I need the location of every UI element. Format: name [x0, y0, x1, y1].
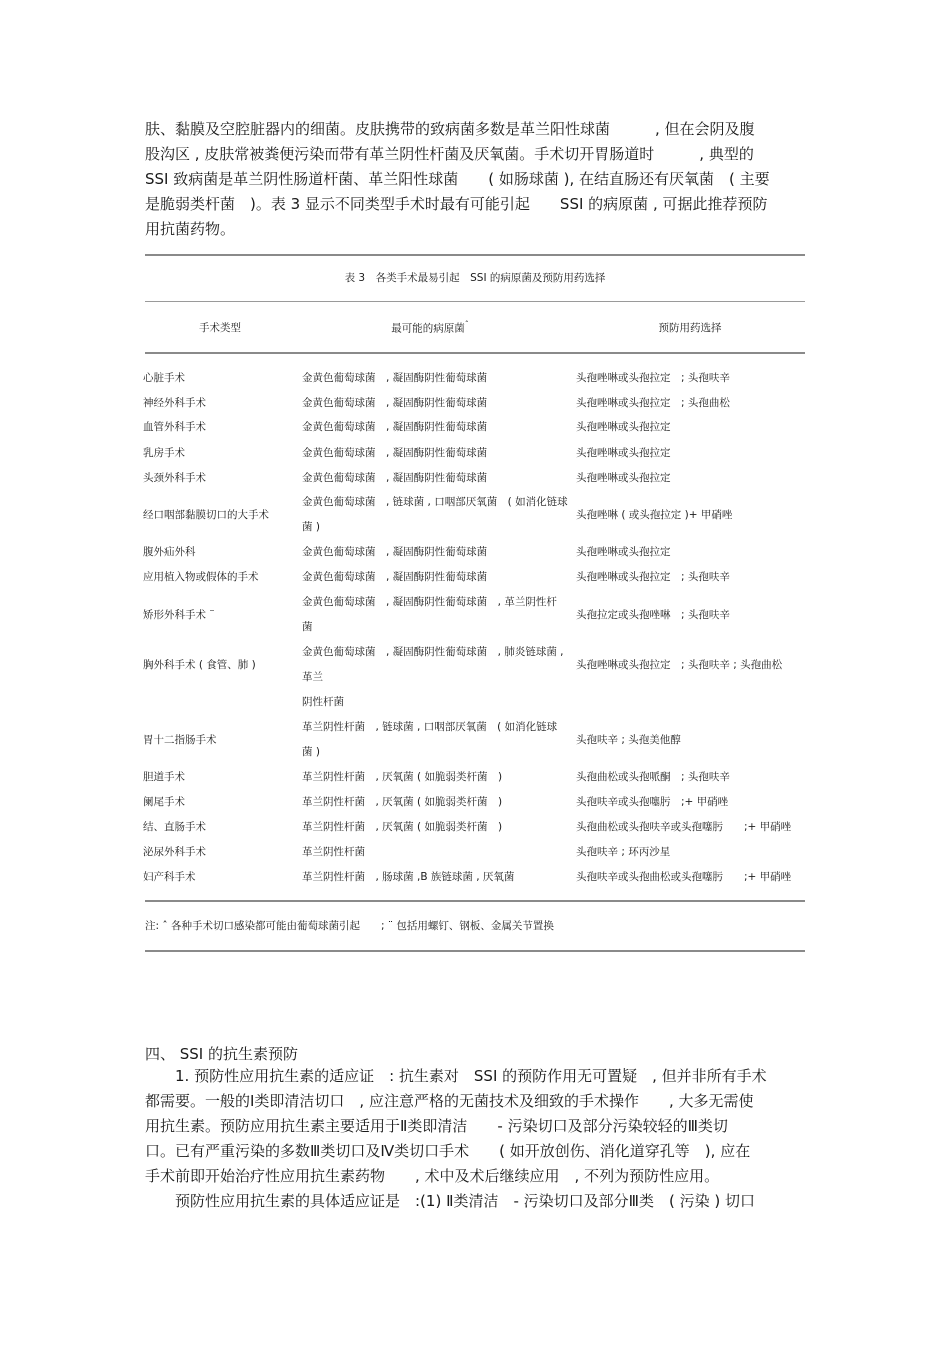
surgery-type-cell: 心脏手术 — [143, 372, 185, 384]
prophylaxis-cell: 头孢唑啉或头孢拉定 — [576, 546, 671, 558]
surgery-type-cell: 头颈外科手术 — [143, 472, 206, 484]
header-rule — [145, 352, 805, 354]
prophylaxis-cell: 头孢呋辛 ; 头孢美他醇 — [576, 734, 681, 746]
surgery-type-cell: 泌尿外科手术 — [143, 846, 206, 858]
pathogen-cell-continued: 革兰 — [302, 671, 323, 683]
body-paragraph — [145, 1064, 813, 1214]
surgery-type-cell: 神经外科手术 — [143, 397, 206, 409]
column-header-pathogen — [300, 320, 560, 336]
text-line: 口。已有严重污染的多数Ⅲ类切口及Ⅳ类切口手术 ( 如开放创伤、消化道穿孔等 ), 应在 — [145, 1142, 751, 1160]
pathogen-cell-continued: 阴性杆菌 — [302, 696, 344, 708]
column-header-surgery-type: 手术类型 — [199, 322, 241, 334]
pathogen-cell: 金黄色葡萄球菌 , 凝固酶阴性葡萄球菌 — [302, 421, 488, 433]
prophylaxis-cell: 头孢唑啉或头孢拉定 — [576, 421, 671, 433]
surgery-type-cell: 血管外科手术 — [143, 421, 206, 433]
text-line: 1. 预防性应用抗生素的适应证 : 抗生素对 SSI 的预防作用无可置疑 , 但并非所有手术 — [145, 1067, 767, 1085]
surgery-type-cell: 乳房手术 — [143, 447, 185, 459]
column-header-prophylaxis: 预防用药选择 — [658, 322, 722, 334]
header-label: 最可能的病原菌 — [391, 322, 465, 335]
prophylaxis-cell: 头孢呋辛或头孢噻肟 ;+ 甲硝唑 — [576, 796, 729, 808]
prophylaxis-cell: 头孢曲松或头孢哌酮 ; 头孢呋辛 — [576, 771, 730, 783]
intro-paragraph — [145, 117, 813, 242]
section-heading: 四、 SSI 的抗生素预防 — [145, 1045, 299, 1063]
pathogen-cell: 金黄色葡萄球菌 , 凝固酶阴性葡萄球菌 , 革兰阴性杆 — [302, 596, 557, 608]
text-line: 是脆弱类杆菌 )。表 3 显示不同类型手术时最有可能引起 SSI 的病原菌 , 可据此推荐预防 — [145, 195, 768, 213]
text-line: 手术前即开始治疗性应用抗生素药物 , 术中及术后继续应用 , 不列为预防性应用。 — [145, 1167, 720, 1185]
pathogen-cell: 革兰阴性杆菌 , 肠球菌 ,B 族链球菌 , 厌氧菌 — [302, 871, 515, 883]
surgery-type-cell: 胆道手术 — [143, 771, 185, 783]
caption-rule — [145, 301, 805, 302]
pathogen-cell: 金黄色葡萄球菌 , 链球菌 , 口咽部厌氧菌 ( 如消化链球 — [302, 496, 568, 508]
surgery-type-cell: 腹外疝外科 — [143, 546, 196, 558]
surgery-type-cell: 应用植入物或假体的手术 — [143, 571, 259, 583]
table-caption: 表 3 各类手术最易引起 SSI 的病原菌及预防用药选择 — [344, 272, 606, 284]
text-line: SSI 致病菌是革兰阴性肠道杆菌、革兰阳性球菌 ( 如肠球菌 ), 在结直肠还有厌氧菌 ( 主要 — [145, 170, 770, 188]
pathogen-cell: 金黄色葡萄球菌 , 凝固酶阴性葡萄球菌 — [302, 546, 488, 558]
text-line: 预防性应用抗生素的具体适应证是 :(1) Ⅱ类清洁 - 污染切口及部分Ⅲ类 ( 污染 ) 切口 — [145, 1192, 755, 1210]
prophylaxis-cell: 头孢唑啉或头孢拉定 ; 头孢呋辛 — [576, 372, 730, 384]
pathogen-cell: 金黄色葡萄球菌 , 凝固酶阴性葡萄球菌 — [302, 571, 488, 583]
pathogen-cell: 金黄色葡萄球菌 , 凝固酶阴性葡萄球菌 — [302, 397, 488, 409]
table-note: 注: ˆ 各种手术切口感染都可能由葡萄球菌引起 ; ¨ 包括用螺钉、钢板、金属关节置换 — [145, 920, 554, 932]
pathogen-cell-continued: 菌 ) — [302, 746, 320, 758]
note-rule — [145, 950, 805, 952]
prophylaxis-cell: 头孢曲松或头孢呋辛或头孢噻肟 ;+ 甲硝唑 — [576, 821, 792, 833]
surgery-type-cell: 结、直肠手术 — [143, 821, 206, 833]
pathogen-cell: 金黄色葡萄球菌 , 凝固酶阴性葡萄球菌 , 肺炎链球菌 , — [302, 646, 564, 658]
pathogen-cell: 金黄色葡萄球菌 , 凝固酶阴性葡萄球菌 — [302, 472, 488, 484]
pathogen-cell: 金黄色葡萄球菌 , 凝固酶阴性葡萄球菌 — [302, 372, 488, 384]
pathogen-cell: 革兰阴性杆菌 — [302, 846, 365, 858]
prophylaxis-cell: 头孢拉定或头孢唑啉 ; 头孢呋辛 — [576, 609, 730, 621]
prophylaxis-cell: 头孢唑啉或头孢拉定 ; 头孢曲松 — [576, 397, 730, 409]
footnote-mark: ˆ — [464, 320, 469, 329]
surgery-type-cell: 胃十二指肠手术 — [143, 734, 217, 746]
pathogen-cell: 革兰阴性杆菌 , 厌氧菌 ( 如脆弱类杆菌 ) — [302, 796, 503, 808]
pathogen-cell-continued: 菌 — [302, 621, 313, 633]
text-line: 都需要。一般的Ⅰ类即清洁切口 , 应注意严格的无菌技术及细致的手术操作 , 大多无需使 — [145, 1092, 754, 1110]
pathogen-cell-continued: 菌 ) — [302, 521, 320, 533]
prophylaxis-cell: 头孢呋辛或头孢曲松或头孢噻肟 ;+ 甲硝唑 — [576, 871, 792, 883]
pathogen-cell: 革兰阴性杆菌 , 链球菌 , 口咽部厌氧菌 ( 如消化链球 — [302, 721, 558, 733]
pathogen-cell: 革兰阴性杆菌 , 厌氧菌 ( 如脆弱类杆菌 ) — [302, 771, 503, 783]
prophylaxis-cell: 头孢唑啉 ( 或头孢拉定 )+ 甲硝唑 — [576, 509, 733, 521]
prophylaxis-cell: 头孢唑啉或头孢拉定 — [576, 447, 671, 459]
surgery-type-cell: 阑尾手术 — [143, 796, 185, 808]
prophylaxis-cell: 头孢唑啉或头孢拉定 ; 头孢呋辛 ; 头孢曲松 — [576, 659, 783, 671]
text-line: 用抗菌药物。 — [145, 220, 236, 238]
prophylaxis-cell: 头孢呋辛 ; 环丙沙星 — [576, 846, 671, 858]
surgery-type-cell: 胸外科手术 ( 食管、肺 ) — [143, 659, 256, 671]
text-line: 用抗生素。预防应用抗生素主要适用于Ⅱ类即清洁 - 污染切口及部分污染较轻的Ⅲ类切 — [145, 1117, 728, 1135]
pathogen-cell: 革兰阴性杆菌 , 厌氧菌 ( 如脆弱类杆菌 ) — [302, 821, 503, 833]
table-top-rule — [145, 254, 805, 256]
prophylaxis-cell: 头孢唑啉或头孢拉定 ; 头孢呋辛 — [576, 571, 730, 583]
text-line: 股沟区 , 皮肤常被粪便污染而带有革兰阴性杆菌及厌氧菌。手术切开胃肠道时 , 典型的 — [145, 145, 754, 163]
surgery-type-cell: 妇产科手术 — [143, 871, 196, 883]
text-line: 肤、黏膜及空腔脏器内的细菌。皮肤携带的致病菌多数是革兰阳性球菌 , 但在会阴及腹 — [145, 120, 755, 138]
prophylaxis-cell: 头孢唑啉或头孢拉定 — [576, 472, 671, 484]
surgery-type-cell: 经口咽部黏膜切口的大手术 — [143, 509, 269, 521]
table-bottom-rule — [145, 900, 805, 902]
pathogen-cell: 金黄色葡萄球菌 , 凝固酶阴性葡萄球菌 — [302, 447, 488, 459]
surgery-type-cell: 矫形外科手术 ¨ — [143, 609, 215, 621]
